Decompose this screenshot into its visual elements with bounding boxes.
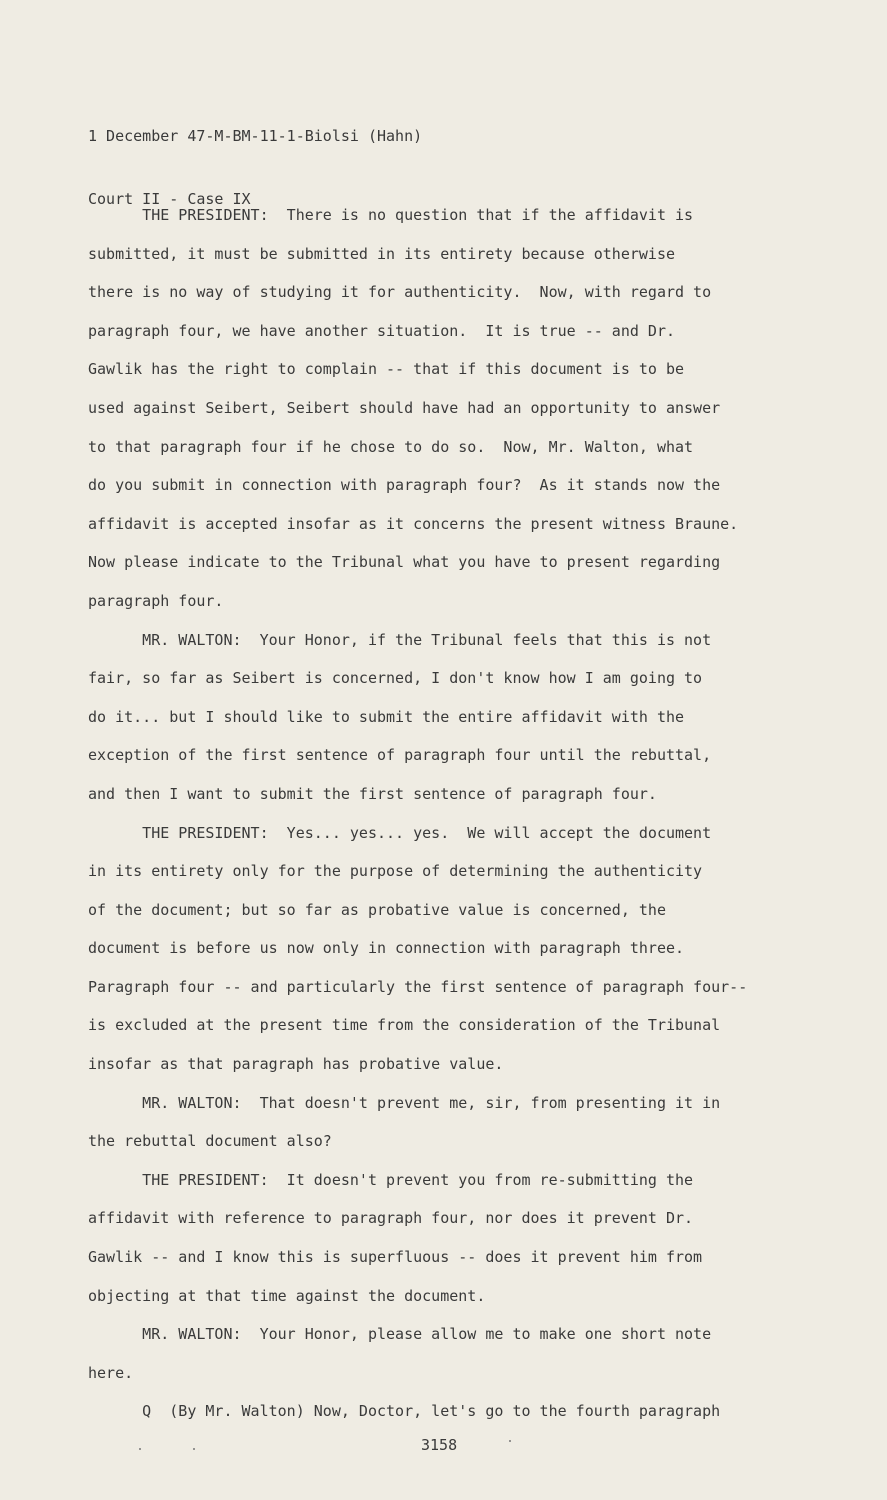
text-line: insofar as that paragraph has probative value. [88,1055,504,1074]
transcript-body [88,196,808,1431]
text-line: to that paragraph four if he chose to do so. Now, Mr. Walton, what [88,437,694,456]
text-line: affidavit is accepted insofar as it concerns the present witness Braune. [88,514,739,533]
scan-speck [139,1448,141,1450]
text-line: Now please indicate to the Tribunal what you have to present regarding [88,553,721,572]
text-line: submitted, it must be submitted in its entirety because otherwise [88,244,675,263]
text-line: the rebuttal document also? [88,1132,332,1151]
text-line: here. [88,1363,134,1382]
text-line: objecting at that time against the document. [88,1286,486,1305]
text-line: THE PRESIDENT: It doesn't prevent you from re-submitting the [88,1170,694,1189]
text-line: MR. WALTON: Your Honor, if the Tribunal feels that this is not [88,630,712,649]
text-line: used against Seibert, Seibert should have had an opportunity to answer [88,398,721,417]
header-line-2: Court II - Case IX [88,190,251,208]
text-line: MR. WALTON: Your Honor, please allow me to make one short note [88,1325,712,1344]
text-line: paragraph four, we have another situation. It is true -- and Dr. [88,321,675,340]
text-line: THE PRESIDENT: Yes... yes... yes. We will accept the document [88,823,712,842]
scan-speck [509,1440,511,1442]
text-line: in its entirety only for the purpose of determining the authenticity [88,862,703,881]
text-line: document is before us now only in connection with paragraph three. [88,939,685,958]
text-line: fair, so far as Seibert is concerned, I don't know how I am going to [88,669,703,688]
text-line: Q (By Mr. Walton) Now, Doctor, let's go to the fourth paragraph [88,1402,721,1421]
text-line: is excluded at the present time from the consideration of the Tribunal [88,1016,721,1035]
text-line: THE PRESIDENT: There is no question that if the affidavit is [88,206,694,224]
text-line: of the document; but so far as probative value is concerned, the [88,900,666,919]
text-line: Paragraph four -- and particularly the first sentence of paragraph four-- [88,977,748,996]
text-line: MR. WALTON: That doesn't prevent me, sir, from presenting it in [88,1093,721,1112]
scan-speck [193,1448,195,1450]
text-line: exception of the first sentence of paragraph four until the rebuttal, [88,746,712,765]
text-line: affidavit with reference to paragraph four, nor does it prevent Dr. [88,1209,694,1228]
text-line: do it... but I should like to submit the entire affidavit with the [88,707,685,726]
text-line: there is no way of studying it for authenticity. Now, with regard to [88,283,712,302]
text-line: paragraph four. [88,591,224,610]
text-line: and then I want to submit the first sentence of paragraph four. [88,784,657,803]
header-line-1: 1 December 47-M-BM-11-1-Biolsi (Hahn) [88,127,423,145]
page-number: 3158 [421,1436,458,1454]
text-line: do you submit in connection with paragraph four? As it stands now the [88,476,721,495]
text-line: Gawlik has the right to complain -- that if this document is to be [88,360,685,379]
text-line: Gawlik -- and I know this is superfluous -- does it prevent him from [88,1248,703,1267]
